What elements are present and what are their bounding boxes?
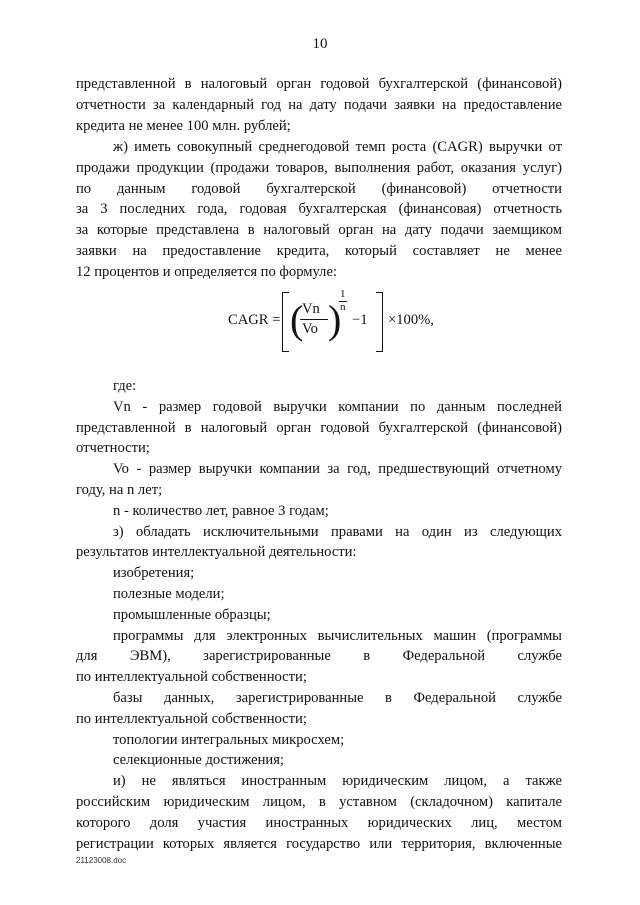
formula-fraction-bar (300, 319, 328, 320)
paragraph-top (76, 74, 562, 136)
file-name-footer: 21123008.doc (76, 856, 127, 865)
text-line: за которые представлена в налоговый орган на дату подачи заемщиком (76, 222, 562, 239)
formula-bracket-right (376, 292, 383, 352)
list-item: базы данных, зарегистрированные в Федеральной службе (113, 689, 562, 706)
formula-lhs: CAGR = (228, 312, 281, 328)
text-line: Vn - размер годовой выручки компании по данным последней (113, 398, 562, 415)
text-line: продажи продукции (продажи товаров, выполнения работ, оказания услуг) (76, 159, 562, 176)
cagr-formula (228, 288, 434, 360)
text-line: за 3 последних года, годовая бухгалтерская (финансовая) отчетность (76, 201, 562, 218)
text-line: Vo - размер выручки компании за год, предшествующий отчетному (113, 461, 562, 478)
list-item: полезные модели; (113, 585, 225, 602)
text-line: n - количество лет, равное 3 годам; (113, 502, 329, 519)
text-line: отчетности за календарный год на дату подачи заявки на предоставление (76, 96, 562, 113)
formula-numerator: Vn (302, 301, 320, 317)
text-line: отчетности; (76, 440, 150, 457)
text-line: для ЭВМ), зарегистрированные в Федеральной службе (76, 648, 562, 665)
formula-exponent-denominator: n (340, 301, 346, 313)
paragraph-cagr (76, 137, 562, 283)
text-line: российским юридическим лицом, в уставном (складочном) капитале (76, 793, 562, 810)
text-line: з) обладать исключительными правами на один из следующих (113, 523, 562, 540)
text-line: по данным годовой бухгалтерской (финансовой) отчетности (76, 180, 562, 197)
text-line: представленной в налоговый орган годовой бухгалтерской (финансовой) (76, 76, 562, 92)
paragraph-definitions (76, 376, 562, 854)
text-line: представленной в налоговый орган годовой бухгалтерской (финансовой) (76, 419, 562, 436)
text-line: где: (113, 378, 137, 394)
text-line: по интеллектуальной собственности; (76, 710, 307, 727)
text-line: кредита не менее 100 млн. рублей; (76, 117, 291, 134)
text-line: по интеллектуальной собственности; (76, 669, 307, 686)
list-item: изобретения; (113, 565, 195, 582)
text-line: и) не являться иностранным юридическим лицом, а также (113, 773, 562, 790)
formula-bracket-left (282, 292, 289, 352)
formula-paren-right: ) (328, 297, 342, 342)
text-line: году, на n лет; (76, 481, 163, 498)
text-line: результатов интеллектуальной деятельности: (76, 544, 357, 561)
list-item: селекционные достижения; (113, 752, 284, 769)
formula-denominator: Vo (302, 321, 318, 337)
text-line: заявки на предоставление кредита, который составляет не менее (76, 242, 562, 259)
text-line: которого доля участия иностранных юридических лиц, местом (76, 814, 562, 831)
page-number: 10 (312, 36, 328, 52)
formula-exponent-numerator: 1 (340, 288, 346, 300)
list-item: промышленные образцы; (113, 606, 271, 623)
formula-times-100: ×100%, (388, 312, 434, 328)
text-line: ж) иметь совокупный среднегодовой темп роста (CAGR) выручки от (113, 139, 562, 155)
text-line: 12 процентов и определяется по формуле: (76, 263, 337, 280)
list-item: топологии интегральных микросхем; (113, 731, 345, 748)
formula-minus-one: −1 (352, 312, 368, 328)
text-line: регистрации которых является государство или территория, включенные (76, 835, 562, 852)
formula-paren-left: ( (290, 297, 304, 342)
list-item: программы для электронных вычислительных машин (программы (113, 627, 562, 644)
